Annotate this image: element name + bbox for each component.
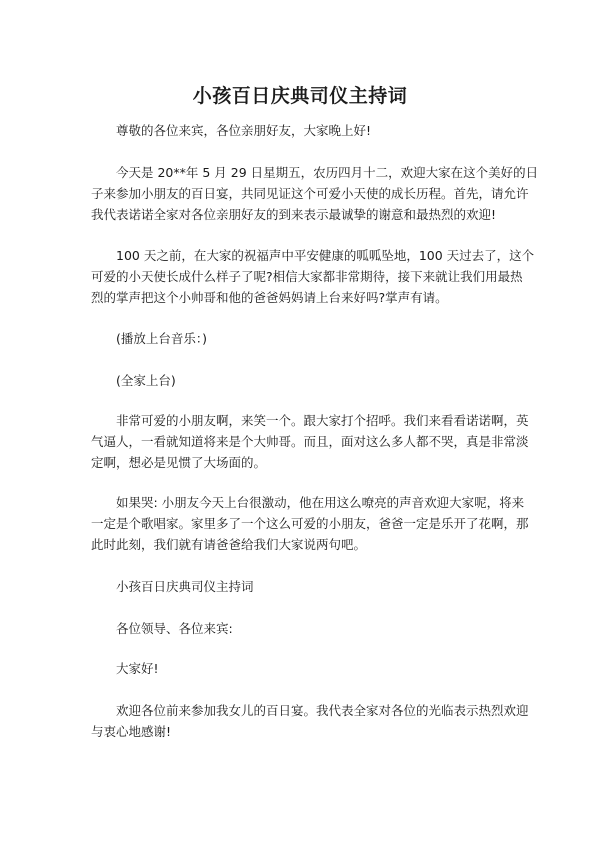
paragraph-line: 此时此刻，我们就有请爸爸给我们大家说两句吧。 [91,537,367,552]
paragraph-line: 可爱的小天使长成什么样子了呢?相信大家都非常期待，接下来就让我们用最热 [91,269,523,284]
cute-baby-paragraph [91,410,529,473]
paragraph-line: 欢迎各位前来参加我女儿的百日宴。我代表全家对各位的光临表示热烈欢迎 [116,703,529,718]
stage-direction-music [116,328,508,349]
paragraph-line: 定啊，想必是见惯了大场面的。 [91,455,267,470]
paragraph-line: (全家上台) [116,373,176,388]
paragraph-line: 气逼人，一看就知道将来是个大帅哥。而且，面对这么多人都不哭，真是非常淡 [91,434,529,449]
paragraph-line: 小孩百日庆典司仪主持词 [116,579,254,594]
paragraph-line: (播放上台音乐：) [116,331,208,346]
paragraph-line: 非常可爱的小朋友啊，来笑一个。跟大家打个招呼。我们来看看诺诺啊，英 [116,413,529,428]
subtitle-paragraph [116,576,508,597]
paragraph-line: 一定是个歌唱家。家里多了一个这么可爱的小朋友，爸爸一定是乐开了花啊，那 [91,516,529,531]
greeting-paragraph [116,120,508,141]
paragraph-line: 烈的掌声把这个小帅哥和他的爸爸妈妈请上台来好吗?掌声有请。 [91,290,448,305]
if-crying-paragraph [91,492,529,555]
paragraph-line: 各位领导、各位来宾: [116,621,233,636]
paragraph-line: 我代表诺诺全家对各位亲朋好友的到来表示最诚挚的谢意和最热烈的欢迎! [91,207,497,222]
stage-direction-family [116,370,508,391]
welcome-paragraph [91,700,529,742]
paragraph-line: 今天是 20**年 5 月 29 日星期五，农历四月十二，欢迎大家在这个美好的日 [116,165,539,180]
paragraph-line: 如果哭: 小朋友今天上台很激动，他在用这么嘹亮的声音欢迎大家呢，将来 [116,495,525,510]
hello-paragraph [116,658,508,679]
paragraph-line: 子来参加小朋友的百日宴，共同见证这个可爱小天使的成长历程。首先，请允许 [91,186,529,201]
paragraph-line: 100 天之前，在大家的祝福声中平安健康的呱呱坠地，100 天过去了，这个 [116,248,535,263]
paragraph-line: 尊敬的各位来宾，各位亲朋好友，大家晚上好! [116,123,372,138]
document-title: 小孩百日庆典司仪主持词 [192,85,408,107]
paragraph-line: 与衷心地感谢! [91,724,172,739]
hundred-days-paragraph [91,245,535,308]
salutation-paragraph [116,618,508,639]
paragraph-line: 大家好! [116,661,159,676]
opening-paragraph [91,162,539,225]
